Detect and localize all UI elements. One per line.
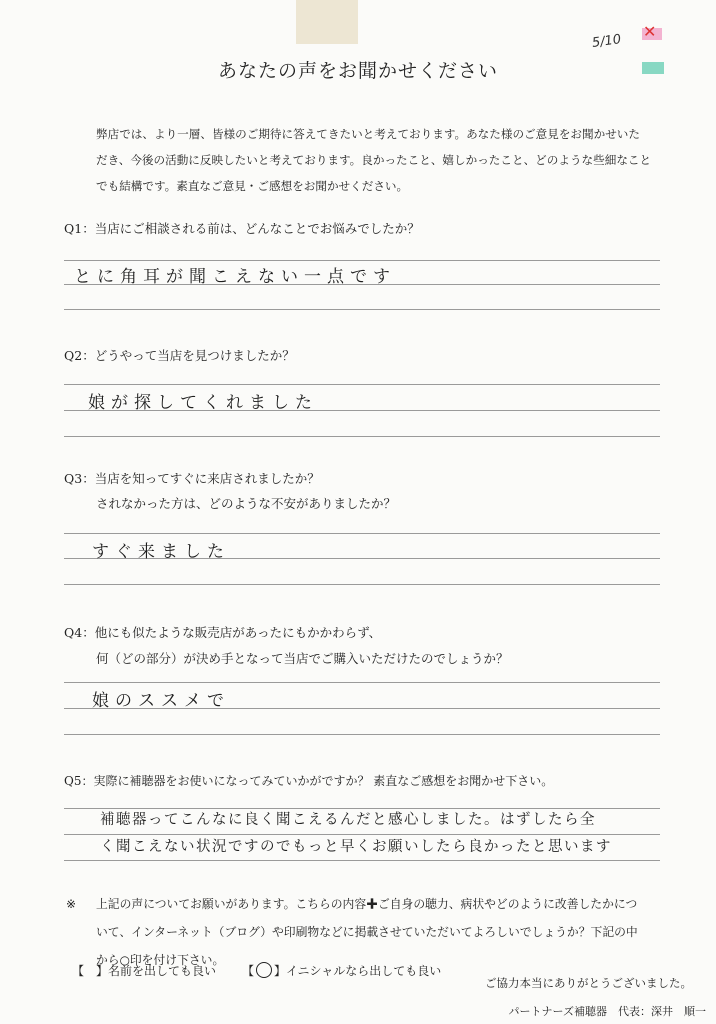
- note-line: 上記の声についてお願いがあります。こちらの内容✚ご自身の聴力、病状やどのように改善したかにつ: [96, 897, 638, 911]
- question-3-label-2: されなかった方は、どのような不安がありましたか？: [96, 496, 397, 511]
- page-title: あなたの声をお聞かせください: [217, 60, 498, 82]
- answer-line: [64, 584, 660, 585]
- answer-line: [64, 436, 660, 437]
- answer-line: [64, 734, 660, 735]
- question-1-answer: とに角耳が聞こえない一点です: [74, 267, 396, 287]
- question-5-label: Q5：実際に補聴器をお使いになってみていかがですか？ 素直なご感想をお聞かせ下さい。: [64, 774, 554, 788]
- option-bracket-open: 【: [242, 964, 255, 978]
- intro-text: [96, 121, 676, 199]
- intro-line: だき、今後の活動に反映したいと考えております。良かったこと、嬉しかったこと、どのような些細なこと: [96, 153, 652, 167]
- check-x-icon: ✕: [643, 22, 657, 41]
- answer-line: [64, 309, 660, 310]
- question-4-answer: 娘のススメで: [92, 691, 230, 711]
- pink-tag: [642, 22, 662, 41]
- option-name-ok[interactable]: [72, 962, 216, 979]
- question-5-answer-line-1: 補聴器ってこんなに良く聞こえるんだと感心しました。はずしたら全: [100, 812, 596, 828]
- answer-line: [64, 384, 660, 385]
- question-3-label: Q3：当店を知ってすぐに来店されましたか？: [64, 471, 320, 486]
- question-1-label: Q1：当店にご相談される前は、どんなことでお悩みでしたか？: [64, 221, 420, 236]
- option-name-ok-label: 【 】名前を出しても良い: [72, 964, 217, 978]
- intro-line: でも結構です。素直なご意見・ご感想をお聞かせください。: [96, 179, 409, 193]
- question-3-answer: すぐ来ました: [92, 542, 230, 562]
- option-initial-ok[interactable]: [242, 962, 441, 979]
- tape-strip: [296, 0, 358, 44]
- question-4-label-2: 何（どの部分）が決め手となって当店でご購入いただけたのでしょうか？: [96, 651, 509, 666]
- question-2-label: Q2：どうやって当店を見つけましたか？: [64, 348, 295, 363]
- date-mark: 5/10: [591, 32, 623, 51]
- answer-line: [64, 533, 660, 534]
- circle-mark-icon: [256, 962, 272, 978]
- answer-line: [64, 260, 660, 261]
- note-line: いて、インターネット（ブログ）や印刷物などに掲載させていただいてよろしいでしょうか？下記の中: [96, 925, 638, 939]
- answer-line: [64, 682, 660, 683]
- question-5-answer-line-2: く聞こえない状況ですのでもっと早くお願いしたら良かったと思います: [100, 839, 612, 855]
- note-line: から○印を付け下さい。: [96, 953, 225, 967]
- intro-line: 弊店では、より一層、皆様のご期待に答えてきたいと考えております。あなた様のご意見をお聞かせいた: [96, 127, 640, 141]
- question-4-label: Q4：他にも似たような販売店があったにもかかわらず、: [64, 625, 382, 640]
- company-signature: パートナーズ補聴器 代表：深井 順一: [508, 1005, 706, 1018]
- option-initial-ok-label: 】イニシャルなら出しても良い: [274, 964, 442, 978]
- answer-line: [64, 860, 660, 861]
- question-2-answer: 娘が探してくれました: [88, 393, 318, 413]
- thanks-text: ご協力本当にありがとうございました。: [485, 976, 692, 990]
- note-mark: ※: [66, 897, 76, 911]
